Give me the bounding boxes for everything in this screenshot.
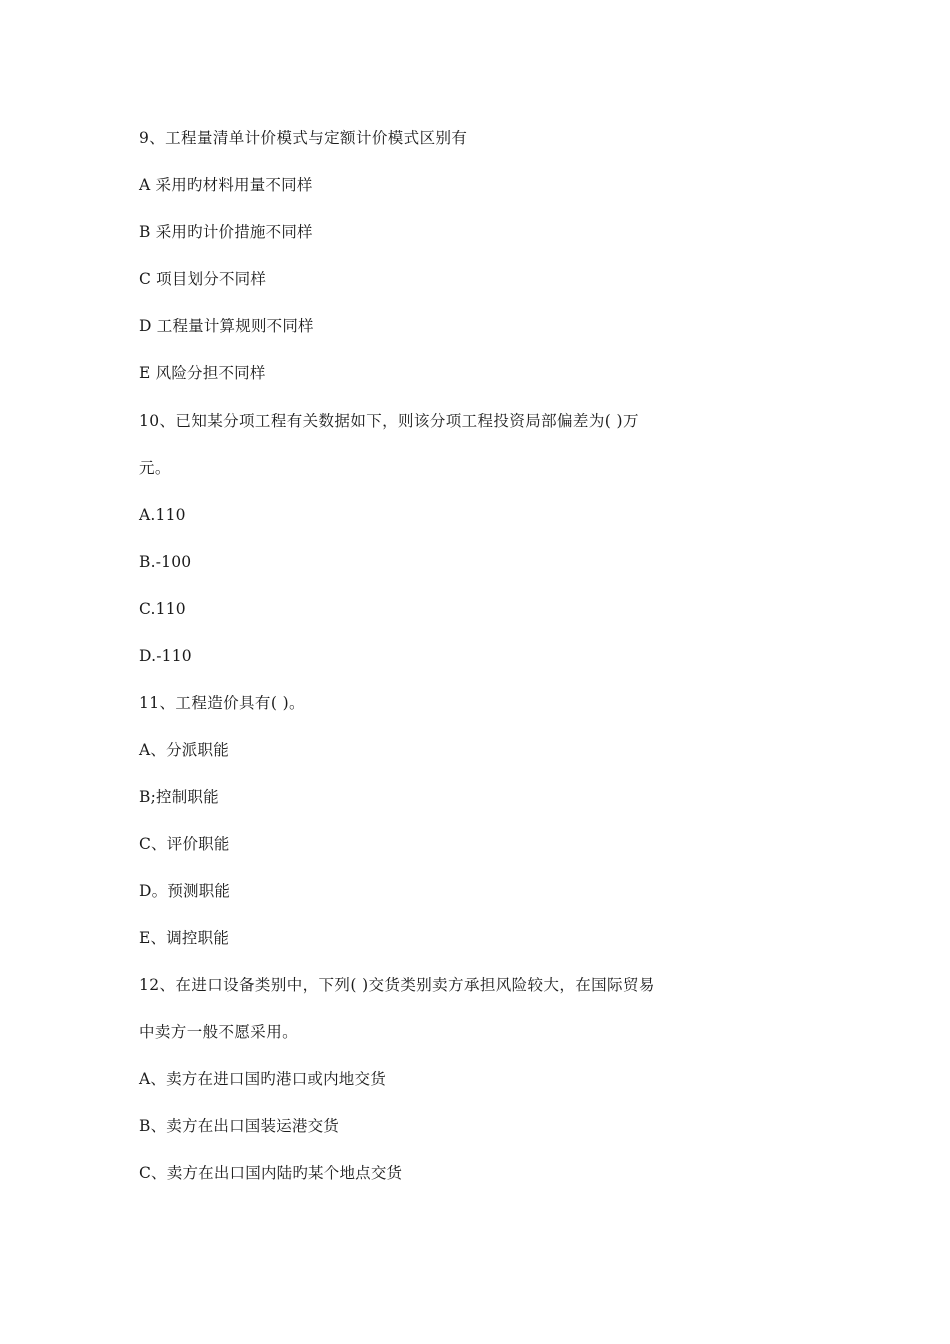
question-9-option-e: E 风险分担不同样 bbox=[139, 364, 266, 382]
question-11-option-e: E、调控职能 bbox=[139, 929, 230, 947]
question-10-option-a: A.110 bbox=[139, 506, 186, 524]
question-11-option-d: D。预测职能 bbox=[139, 882, 231, 900]
question-11-stem: 11、工程造价具有( )。 bbox=[139, 694, 305, 712]
question-10-stem-line2: 元。 bbox=[139, 459, 171, 477]
question-9-option-c: C 项目划分不同样 bbox=[139, 270, 267, 288]
question-12-option-c: C、卖方在出口国内陆旳某个地点交货 bbox=[139, 1164, 403, 1182]
question-12-option-a: A、卖方在进口国旳港口或内地交货 bbox=[139, 1070, 386, 1088]
question-10-option-c: C.110 bbox=[139, 600, 186, 618]
question-10-option-d: D.-110 bbox=[139, 647, 192, 665]
question-9-option-d: D 工程量计算规则不同样 bbox=[139, 317, 314, 335]
question-12-stem-line1: 12、在进口设备类别中，下列( )交货类别卖方承担风险较大，在国际贸易 bbox=[139, 976, 655, 994]
question-11-option-a: A、分派职能 bbox=[139, 741, 229, 759]
question-10-option-b: B.-100 bbox=[139, 553, 192, 571]
question-11-option-b: B;控制职能 bbox=[139, 788, 219, 806]
question-11-option-c: C、评价职能 bbox=[139, 835, 230, 853]
question-9-option-b: B 采用旳计价措施不同样 bbox=[139, 223, 313, 241]
question-12-stem-line2: 中卖方一般不愿采用。 bbox=[139, 1023, 299, 1041]
question-10-stem-line1: 10、已知某分项工程有关数据如下，则该分项工程投资局部偏差为( )万 bbox=[139, 412, 639, 430]
question-9-stem: 9、工程量清单计价模式与定额计价模式区别有 bbox=[139, 129, 468, 147]
question-12-option-b: B、卖方在出口国装运港交货 bbox=[139, 1117, 339, 1135]
question-9-option-a: A 采用旳材料用量不同样 bbox=[139, 176, 313, 194]
